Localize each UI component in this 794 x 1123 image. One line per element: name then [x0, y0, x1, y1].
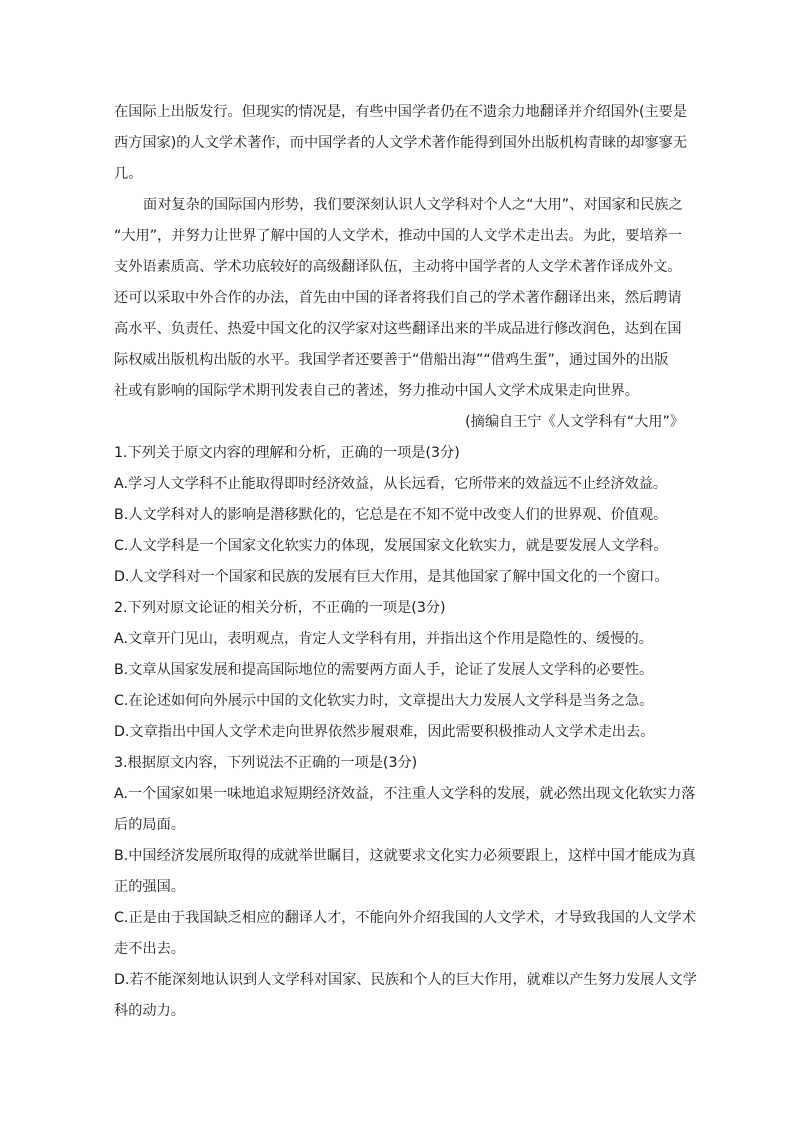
option-c: C.人文学科是一个国家文化软实力的体现，发展国家文化软实力，就是要发展人文学科。 — [114, 538, 668, 554]
question-stem: 1.下列关于原文内容的理解和分析，正确的一项是(3分) — [114, 445, 460, 461]
text-line: 西方国家)的人文学术著作，而中国学者的人文学术著作能得到国外出版机构青睐的却寥寥无 — [114, 135, 688, 151]
text-line: 支外语素质高、学术功底较好的高级翻译队伍，主动将中国学者的人文学术著作译成外文。 — [114, 259, 682, 275]
option-d — [114, 965, 697, 1027]
option-line: A.一个国家如果一味地追求短期经济效益，不注重人文学科的发展，就必然出现文化软实力落 — [114, 786, 696, 802]
text-line: 几。 — [114, 166, 143, 182]
passage-paragraph-1 — [114, 97, 688, 190]
option-line: B.中国经济发展所取得的成就举世瞩目，这就要求文化实力必须要跟上，这样中国才能成为真 — [114, 848, 696, 864]
option-line: C.正是由于我国缺乏相应的翻译人才，不能向外介绍我国的人文学术，才导致我国的人文学术 — [114, 910, 696, 926]
option-b: B.人文学科对人的影响是潜移默化的，它总是在不知不觉中改变人们的世界观、价值观。 — [114, 507, 668, 523]
passage-paragraph-2 — [114, 190, 684, 407]
option-a: A.学习人文学科不止能取得即时经济效益，从长远看，它所带来的效益远不止经济效益。 — [114, 476, 668, 492]
text-line: 在国际上出版发行。但现实的情况是，有些中国学者仍在不遗余力地翻译并介绍国外(主要是 — [114, 104, 688, 120]
option-b: B.文章从国家发展和提高国际地位的需要两方面人手，论证了发展人文学科的必要性。 — [114, 662, 654, 678]
text-line: “大用”，并努力让世界了解中国的人文学术，推动中国的人文学术走出去。为此，要培养一 — [114, 228, 683, 244]
text-line: 面对复杂的国际国内形势，我们要深刻认识人文学科对个人之“大用”、对国家和民族之 — [143, 197, 683, 213]
source-citation: (摘编自王宁《人文学科有“大用”》 — [465, 414, 684, 430]
option-d: D.文章指出中国人文学术走向世界依然步履艰难，因此需要积极推动人文学术走出去。 — [114, 724, 655, 740]
question-3 — [114, 748, 697, 1027]
option-c: C.在论述如何向外展示中国的文化软实力时，文章提出大力发展人文学科是当务之急。 — [114, 693, 654, 709]
question-1 — [114, 438, 684, 593]
option-d: D.人文学科对一个国家和民族的发展有巨大作用，是其他国家了解中国文化的一个窗口。 — [114, 569, 669, 585]
option-a — [114, 779, 696, 841]
option-c — [114, 903, 696, 965]
option-line: 后的局面。 — [114, 817, 185, 833]
text-line: 社或有影响的国际学术期刊发表自己的著述，努力推动中国人文学术成果走向世界。 — [114, 383, 639, 399]
text-line: 际权威出版机构出版的水平。我国学者还要善于“借船出海”“借鸡生蛋”，通过国外的出版 — [114, 352, 669, 368]
text-line: 还可以采取中外合作的办法，首先由中国的译者将我们自己的学术著作翻译出来，然后聘请 — [114, 290, 682, 306]
option-line: 走不出去。 — [114, 941, 185, 957]
page-content — [114, 97, 697, 1027]
option-b — [114, 841, 696, 903]
option-line: 正的强国。 — [114, 879, 185, 895]
option-line: 科的动力。 — [114, 1003, 185, 1019]
option-a: A.文章开门见山，表明观点，肯定人文学科有用，并指出这个作用是隐性的、缓慢的。 — [114, 631, 653, 647]
question-2 — [114, 593, 684, 748]
question-stem: 3.根据原文内容，下列说法不正确的一项是(3分) — [114, 755, 418, 771]
text-line: 高水平、负责任、热爱中国文化的汉学家对这些翻译出来的半成品进行修改润色，达到在国 — [114, 321, 682, 337]
question-stem: 2.下列对原文论证的相关分析，不正确的一项是(3分) — [114, 600, 446, 616]
option-line: D.若不能深刻地认识到人文学科对国家、民族和个人的巨大作用，就难以产生努力发展人文学 — [114, 972, 697, 988]
